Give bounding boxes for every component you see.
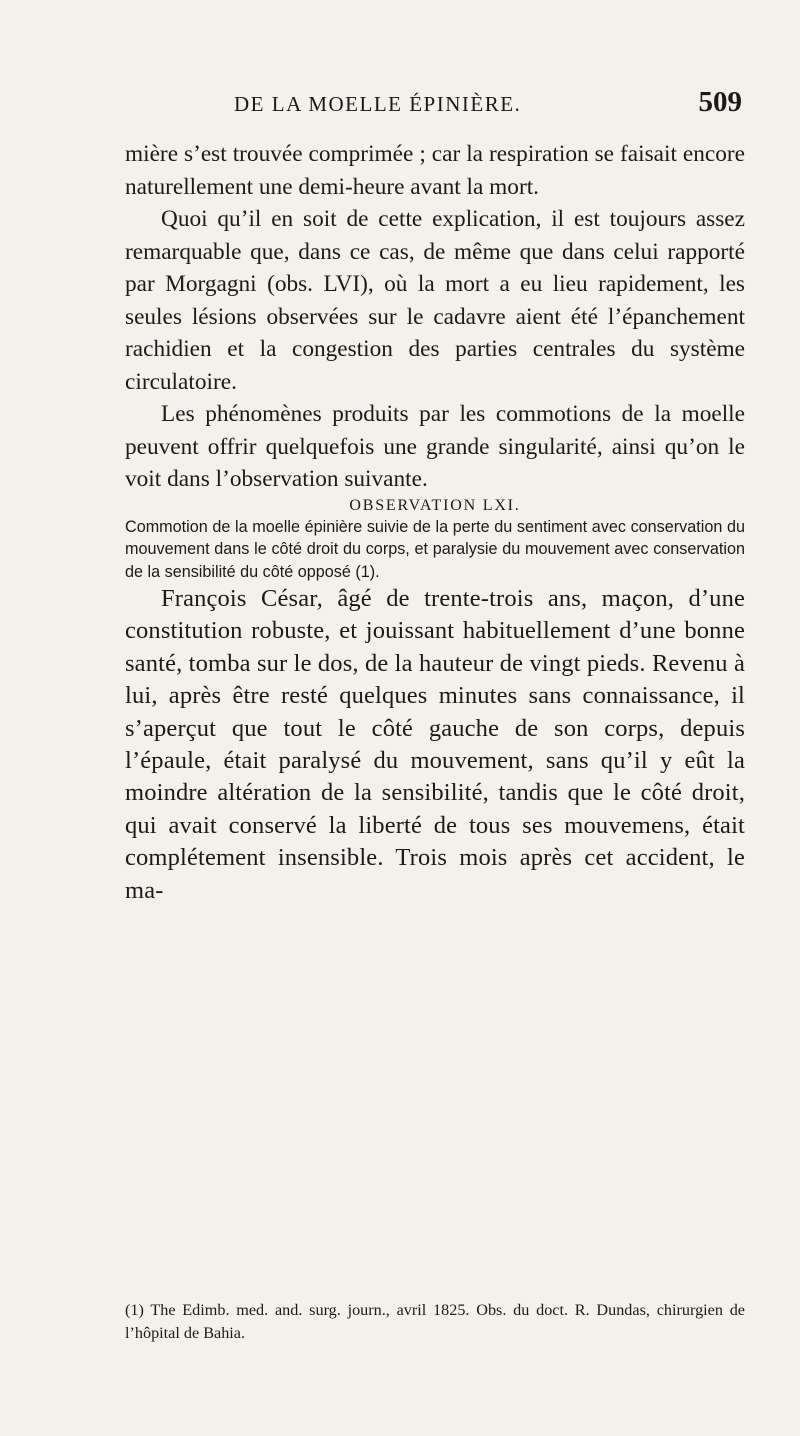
observation-summary: Commotion de la moelle épinière suivie de la perte du sentiment avec conservation du mouvement dans le côté droit du corps, et paralysie du mouvement avec conservation de la sensibilité du côté opposé (1).	[125, 517, 745, 581]
observation-heading: OBSERVATION LXI.	[349, 496, 521, 514]
paragraph-explanation: Quoi qu’il en soit de cette explication, il est toujours assez remarquable que, dans ce cas, de même que dans celui rapporté par Morgagni (obs. LVI), où la mort a eu lieu rapidement, les seules lésions observées sur le cadavre aient été l’épanchement rachidien et la congestion des parties centrales du système circulatoire.	[125, 206, 745, 395]
paragraph-phenomena: Les phénomènes produits par les commotions de la moelle peuvent offrir quelquefois une grande singularité, ainsi qu’on le voit dans l’observation suivante.	[125, 401, 745, 492]
page-number: 509	[698, 86, 742, 118]
paragraph-case-report: François César, âgé de trente-trois ans, maçon, d’une constitution robuste, et jouissant habituellement d’une bonne santé, tomba sur le dos, de la hauteur de vingt pieds. Revenu à lui, après être resté quelques minutes sans connaissance, il s’aperçut que tout le côté gauche de son corps, depuis l’épaule, était paralysé du mouvement, sans qu’il y eût la moindre altération de la sensibilité, tandis que le côté droit, qui avait conservé la liberté de tous ses mouvemens, était complétement insensible. Trois mois après cet accident, le ma-	[125, 585, 745, 904]
running-head	[130, 84, 742, 124]
running-title: DE LA MOELLE ÉPINIÈRE.	[234, 92, 522, 116]
paragraph-continuation: mière s’est trouvée comprimée ; car la respiration se faisait encore naturellement une demi-heure avant la mort.	[125, 141, 745, 200]
footnote: (1) The Edimb. med. and. surg. journ., avril 1825. Obs. du doct. R. Dundas, chirurgien de l’hôpital de Bahia.	[125, 1301, 745, 1342]
main-text	[125, 138, 745, 907]
